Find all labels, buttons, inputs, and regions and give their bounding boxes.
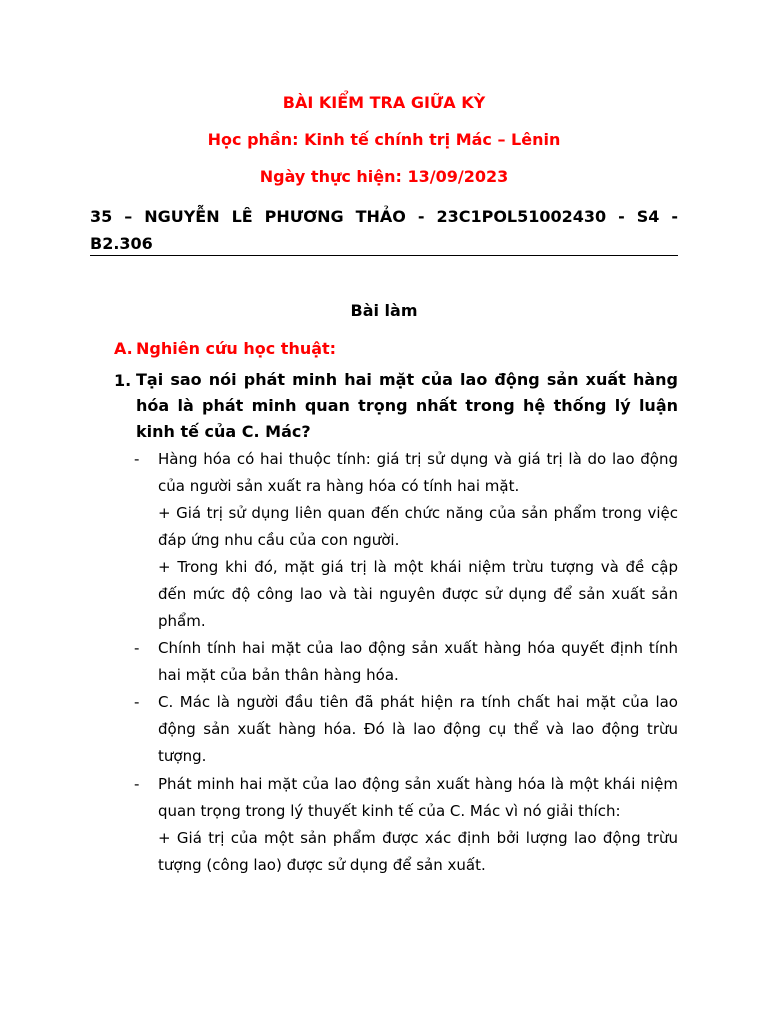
question-1-text: Tại sao nói phát minh hai mặt của lao động sản xuất hàng hóa là phát minh quan trọng nhất trong hệ thống lý luận kinh tế của C. Mác?	[136, 370, 678, 441]
answer-bullet-1-sub-2: + Trong khi đó, mặt giá trị là một khái niệm trừu tượng và đề cập đến mức độ công lao và tài nguyên được sử dụng để sản xuất sản phẩm.	[158, 558, 678, 630]
header-divider	[90, 255, 678, 256]
body-title: Bài làm	[350, 301, 418, 320]
question-1-number: 1.	[114, 371, 132, 390]
student-info-line1: 35 – NGUYỄN LÊ PHƯƠNG THẢO - 23C1POL51002430 - S4 -	[90, 207, 678, 226]
exam-title: BÀI KIỂM TRA GIỮA KỲ	[282, 93, 486, 112]
section-a-title: Nghiên cứu học thuật:	[136, 339, 337, 358]
answer-bullet-4-sub-1: + Giá trị của một sản phẩm được xác định bởi lượng lao động trừu tượng (công lao) được sử dụng để sản xuất.	[158, 829, 678, 874]
bullet-dash: -	[134, 639, 140, 657]
answer-bullet-1: Hàng hóa có hai thuộc tính: giá trị sử dụng và giá trị là do lao động của người sản xuất ra hàng hóa có tính hai mặt.	[158, 450, 678, 495]
bullet-dash: -	[134, 450, 140, 468]
bullet-dash: -	[134, 775, 140, 793]
exam-date: Ngày thực hiện: 13/09/2023	[259, 167, 509, 186]
student-info-line2: B2.306	[90, 234, 153, 253]
answer-bullet-3: C. Mác là người đầu tiên đã phát hiện ra tính chất hai mặt của lao động sản xuất hàng hóa. Đó là lao động cụ thể và lao động trừu tượng.	[158, 693, 678, 765]
answer-bullet-4: Phát minh hai mặt của lao động sản xuất hàng hóa là một khái niệm quan trọng trong lý thuyết kinh tế của C. Mác vì nó giải thích:	[158, 775, 678, 820]
answer-bullet-1-sub-1: + Giá trị sử dụng liên quan đến chức năng của sản phẩm trong việc đáp ứng nhu cầu của con người.	[158, 504, 678, 549]
answer-bullet-2: Chính tính hai mặt của lao động sản xuất hàng hóa quyết định tính hai mặt của bản thân hàng hóa.	[158, 639, 678, 684]
section-a-marker: A.	[114, 339, 133, 358]
course-name: Học phần: Kinh tế chính trị Mác – Lênin	[207, 130, 561, 149]
bullet-dash: -	[134, 693, 140, 711]
section-a-heading	[114, 339, 336, 359]
